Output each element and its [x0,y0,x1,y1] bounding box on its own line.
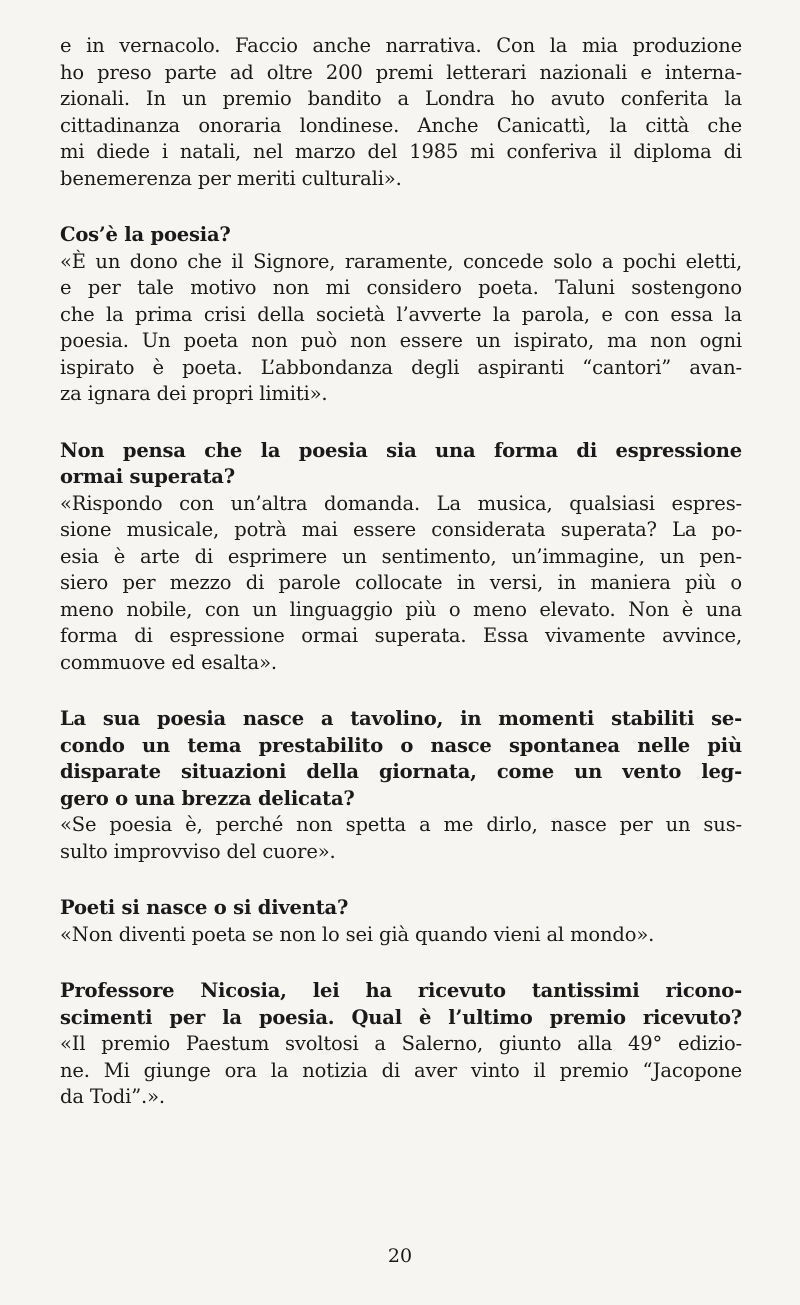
answer-line: ispirato è poeta. L’abbondanza degli aspiranti “cantori” avan- [60,355,742,379]
question [60,706,742,812]
question-line: condo un tema prestabilito o nasce spontanea nelle più [60,733,742,757]
answer-line: ne. Mi giunge ora la notizia di aver vinto il premio “Jacopone [60,1058,742,1082]
answer-line: esia è arte di esprimere un sentimento, un’immagine, un pen- [60,544,742,568]
answer [60,1031,742,1111]
interview-section [60,706,742,865]
answer-line: sione musicale, potrà mai essere considerata superata? La po- [60,518,742,541]
answer-line: forma di espressione ormai superata. Essa vivamente avvince, [60,624,742,647]
interview-section [60,438,742,677]
intro-paragraph [60,33,742,192]
answer-line: e per tale motivo non mi considero poeta. Taluni sostengono [60,276,742,299]
answer-line: «Rispondo con un’altra domanda. La musica, qualsiasi espres- [60,491,742,515]
text-line: benemerenza per meriti culturali». [60,166,402,190]
answer-line: poesia. Un poeta non può non essere un ispirato, ma non ogni [60,329,742,352]
interview-section [60,978,742,1111]
text-line: ho preso parte ad oltre 200 premi letterari nazionali e interna- [60,60,742,84]
question-line: Cos’è la poesia? [60,223,231,246]
question-line: scimenti per la poesia. Qual è l’ultimo premio ricevuto? [60,1005,742,1029]
answer-line: siero per mezzo di parole collocate in versi, in maniera più o [60,571,742,594]
answer-line: da Todi”.». [60,1085,165,1108]
question-line: ormai superata? [60,465,235,488]
question-line: gero o una brezza delicata? [60,786,355,810]
question [60,895,742,922]
answer-line: «Il premio Paestum svoltosi a Salerno, giunto alla 49° edizio- [60,1032,742,1055]
answer-line: che la prima crisi della società l’avverte la parola, e con essa la [60,302,742,326]
question [60,978,742,1031]
answer [60,922,742,949]
question [60,438,742,491]
page-number: 20 [387,1245,413,1267]
question-line: disparate situazioni della giornata, come un vento leg- [60,760,742,783]
answer-line: «Se poesia è, perché non spetta a me dirlo, nasce per un sus- [60,813,742,836]
interview-section [60,222,742,408]
answer-line: za ignara dei propri limiti». [60,382,328,405]
answer-line: «Non diventi poeta se non lo sei già quando vieni al mondo». [60,922,655,946]
text-line: mi diede i natali, nel marzo del 1985 mi conferiva il diploma di [60,140,742,163]
question-line: Non pensa che la poesia sia una forma di espressione [60,438,742,462]
question-line: La sua poesia nasce a tavolino, in momenti stabiliti se- [60,707,742,730]
question-line: Professore Nicosia, lei ha ricevuto tantissimi ricono- [60,979,742,1002]
answer-line: «È un dono che il Signore, raramente, concede solo a pochi eletti, [60,249,742,273]
answer-line: commuove ed esalta». [60,650,277,674]
answer-line: sulto improvviso del cuore». [60,839,336,863]
question [60,222,742,249]
text-line: e in vernacolo. Faccio anche narrativa. Con la mia produzione [60,34,742,57]
question-line: Poeti si nasce o si diventa? [60,896,349,919]
text-line: zionali. In un premio bandito a Londra ho avuto conferita la [60,87,742,110]
interview-section [60,895,742,948]
answer [60,491,742,677]
answer-line: meno nobile, con un linguaggio più o meno elevato. Non è una [60,597,742,621]
text-line: cittadinanza onoraria londinese. Anche Canicattì, la città che [60,113,742,137]
answer [60,249,742,408]
answer [60,812,742,865]
